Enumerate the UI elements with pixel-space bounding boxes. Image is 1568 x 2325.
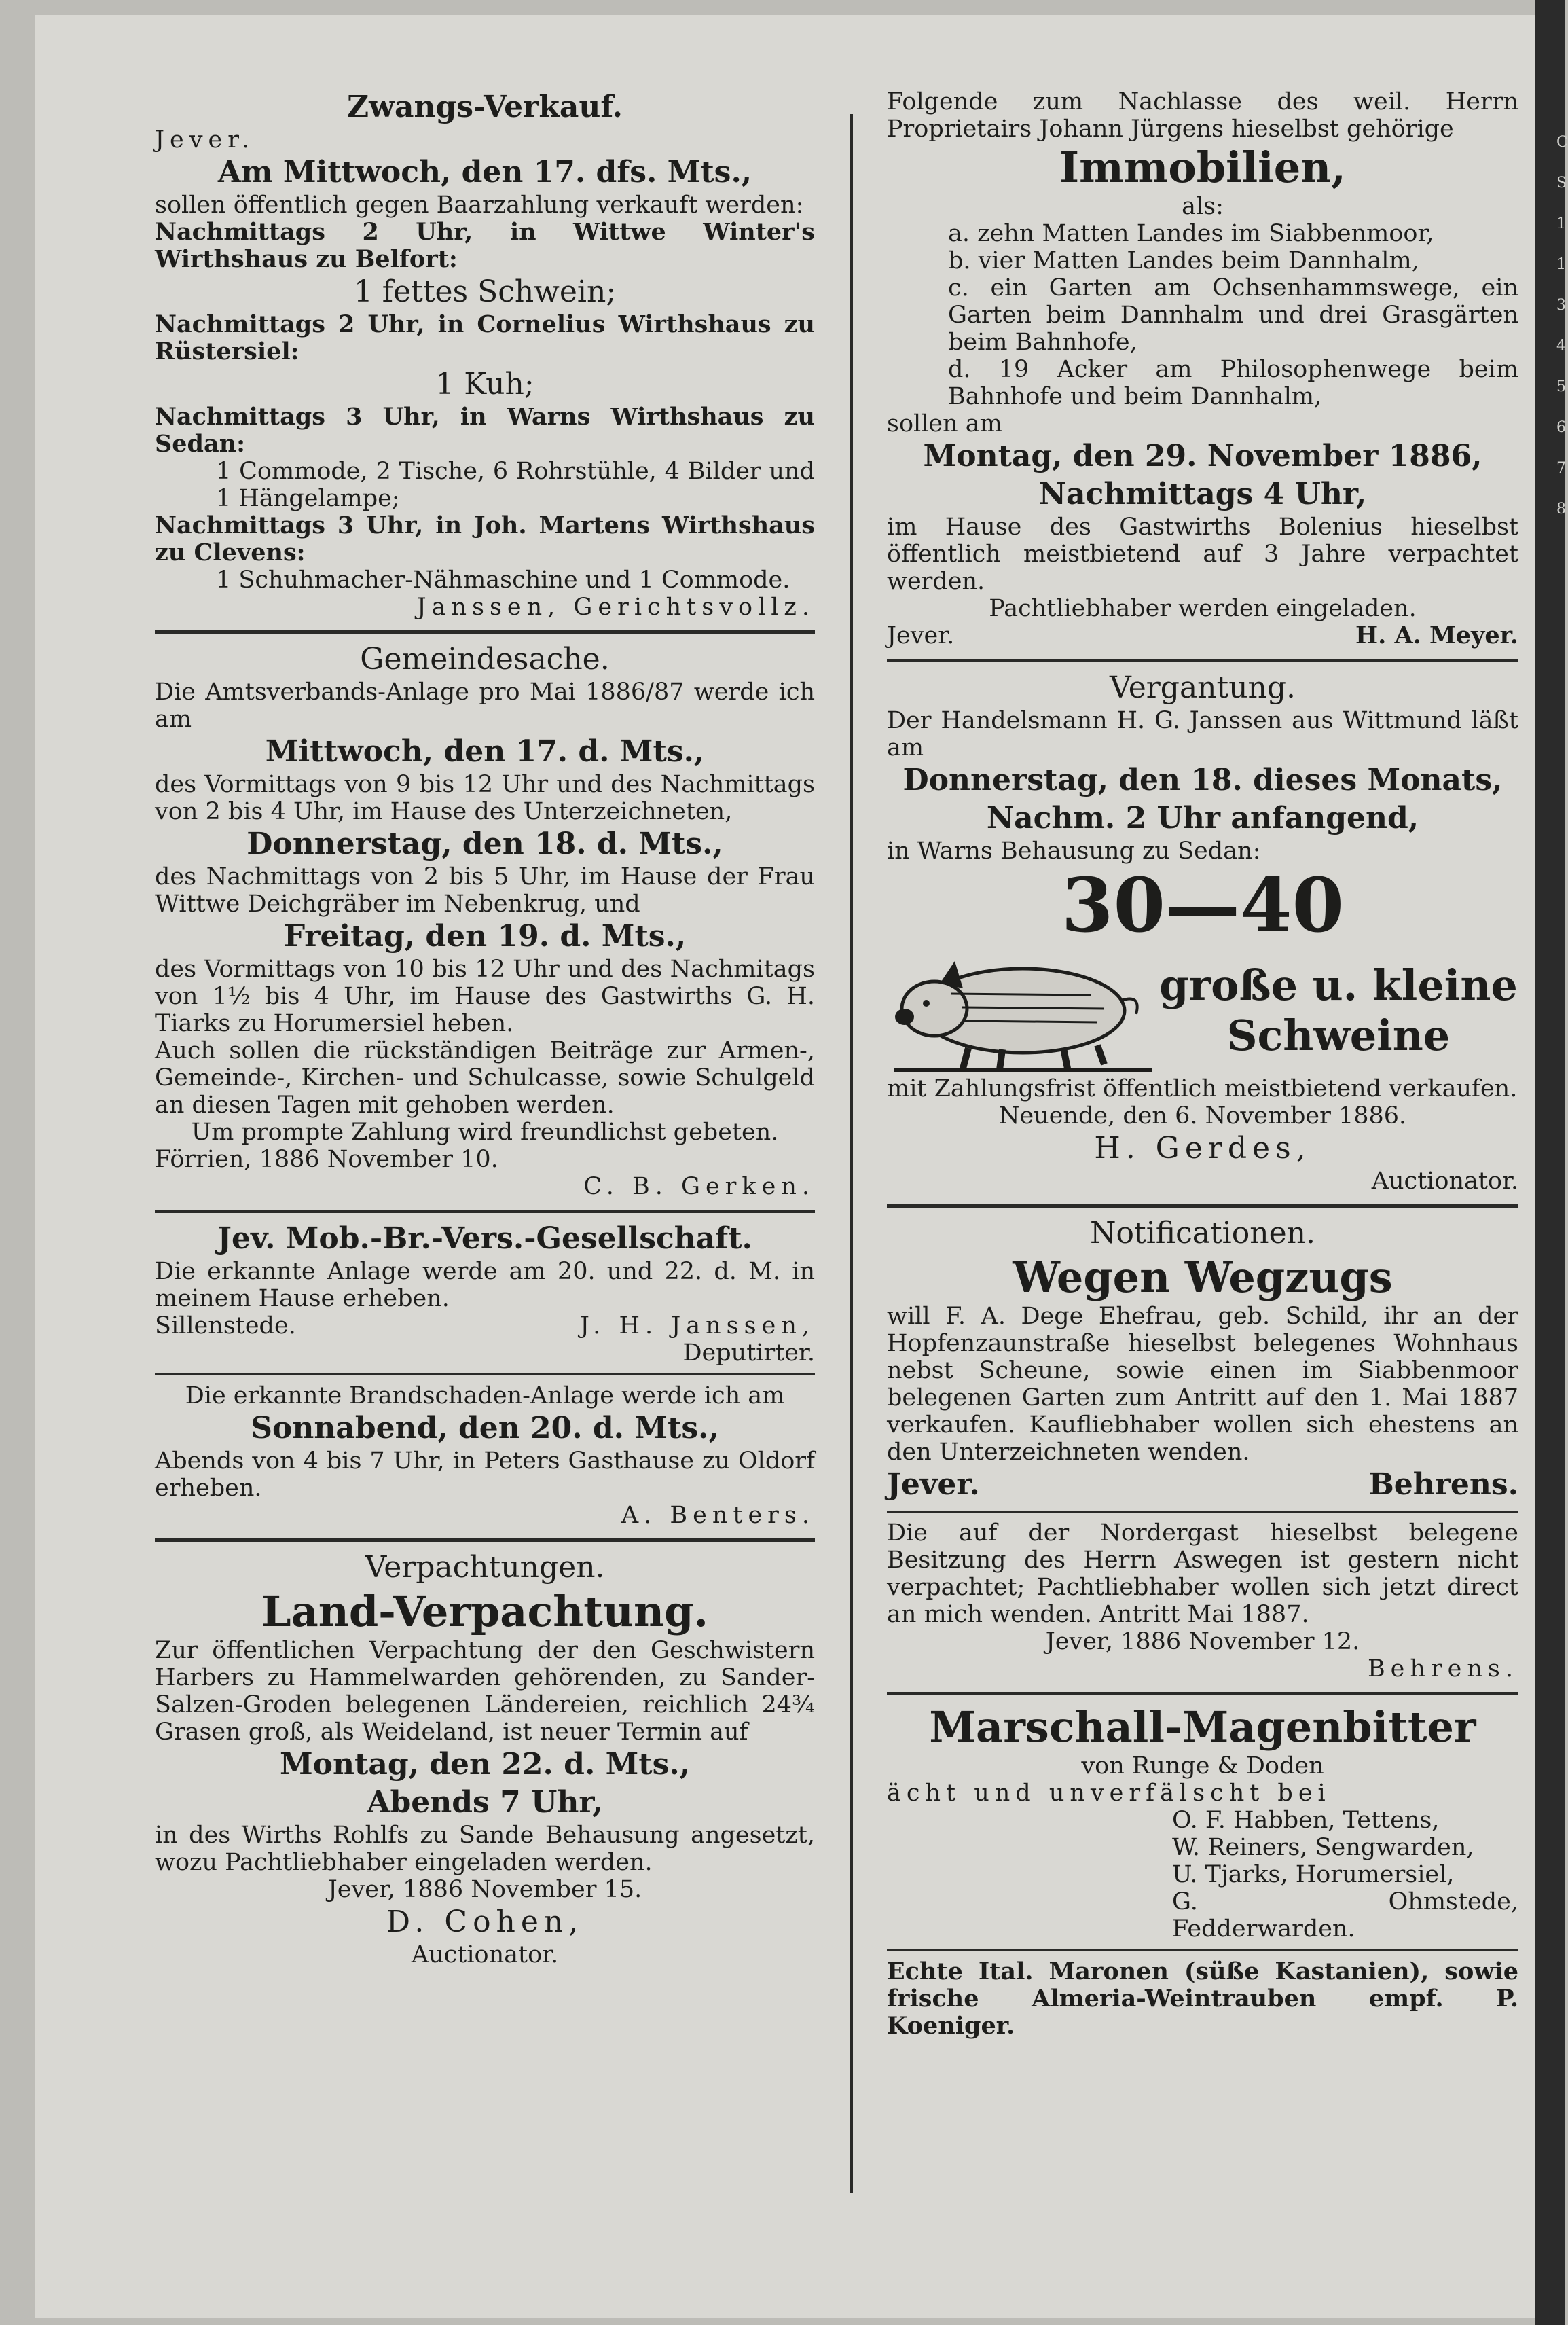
section-heading: Notificationen. xyxy=(1090,1216,1315,1250)
notice-text: Die Amtsverbands-Anlage pro Mai 1886/87 werde ich am xyxy=(155,679,815,733)
notice-item: 1 Kuh; xyxy=(435,367,534,401)
adjacent-page-fragments xyxy=(1556,122,1568,530)
zwangsverkauf-notice xyxy=(155,88,815,621)
notice-text: ächt und unverfälscht bei xyxy=(887,1780,1331,1807)
notice-text: Echte Ital. Maronen (süße Kastanien), sowie frische Almeria-Weintrauben empf. P. Koeniger. xyxy=(887,1958,1518,2040)
notice-text: Nachmittags 3 Uhr, in Warns Wirthshaus zu Sedan: xyxy=(155,403,815,458)
edge-char: 1 xyxy=(1556,256,1566,273)
notice-place: Jever. xyxy=(887,1467,980,1502)
list-item: d. 19 Acker am Philosophenwege beim Bahnhofe und beim Dannhalm, xyxy=(948,356,1518,410)
notice-title: Gemeindesache. xyxy=(360,642,610,677)
notice-place: Jever. xyxy=(155,126,255,154)
notice-date: Freitag, den 19. d. Mts., xyxy=(283,919,687,954)
notice-title: Land-Verpachtung. xyxy=(261,1587,709,1636)
notice-signature: Janssen, Gerichtsvollz. xyxy=(416,594,815,621)
column-divider xyxy=(850,114,853,2193)
edge-char: 6 xyxy=(1556,419,1566,436)
notice-title: Jev. Mob.-Br.-Vers.-Gesellschaft. xyxy=(217,1221,752,1256)
notice-text: Um prompte Zahlung wird freundlichst gebeten. xyxy=(191,1119,779,1146)
notice-signature: Behrens. xyxy=(1368,1467,1518,1502)
notice-place: Jever, 1886 November 12. xyxy=(1045,1628,1360,1655)
notice-text: mit Zahlungsfrist öffentlich meistbietend verkaufen. xyxy=(887,1075,1518,1102)
notice-text: Die auf der Nordergast hieselbst belegene Besitzung des Herrn Aswegen ist gestern nicht verpachtet; Pachtliebhaber wollen sich jetzt direct an mich wenden. Antritt Mai 1887. xyxy=(887,1519,1518,1628)
notice-text: von Runge & Doden xyxy=(1081,1752,1324,1780)
vergantung-notice xyxy=(887,669,1518,1195)
notice-text: des Vormittags von 9 bis 12 Uhr und des Nachmittags von 2 bis 4 Uhr, im Hause des Unterzeichneten, xyxy=(155,771,815,825)
notice-text: als: xyxy=(1182,193,1224,220)
versicherung-notice xyxy=(155,1220,815,1367)
notice-title: Vergantung. xyxy=(1109,670,1296,705)
notice-time: Nachm. 2 Uhr anfangend, xyxy=(986,801,1419,835)
notice-text: Auch sollen die rückständigen Beiträge zur Armen-, Gemeinde-, Kirchen- und Schulcasse, sowie Schulgeld an diesen Tagen mit gehoben werden. xyxy=(155,1037,815,1119)
edge-char: 4 xyxy=(1556,338,1566,355)
notice-signature: A. Benters. xyxy=(621,1502,815,1529)
notice-text: Zur öffentlichen Verpachtung der den Geschwistern Harbers zu Hammelwarden gehörenden, zu Sander-Salzen-Groden belegenen Ländereien, reichlich 24¾ Grasen groß, als Weideland, ist neuer Termin auf xyxy=(155,1637,815,1746)
notice-text: Abends von 4 bis 7 Uhr, in Peters Gasthause zu Oldorf erheben. xyxy=(155,1447,815,1502)
notice-time: Abends 7 Uhr, xyxy=(367,1785,603,1820)
list-item: W. Reiners, Sengwarden, xyxy=(1172,1834,1474,1861)
magenbitter-ad xyxy=(887,1702,1518,1943)
section-rule xyxy=(887,659,1518,662)
brandschaden-notice xyxy=(155,1382,815,1529)
notice-place: Jever, 1886 November 15. xyxy=(327,1876,642,1903)
notificationen-notice xyxy=(887,1214,1518,1504)
edge-char: 8 xyxy=(1556,501,1566,518)
list-item: O. F. Habben, Tettens, xyxy=(1172,1807,1440,1834)
gemeindesache-notice xyxy=(155,641,815,1200)
list-item: c. ein Garten am Ochsenhammswege, ein Garten beim Dannhalm und drei Grasgärten beim Bahnhofe, xyxy=(948,274,1518,356)
notice-signature: Behrens. xyxy=(1367,1655,1518,1682)
land-verpachtung-notice xyxy=(155,1549,815,1968)
notice-text: Nachmittags 3 Uhr, in Joh. Martens Wirthshaus zu Clevens: xyxy=(155,511,815,566)
notice-signature: C. B. Gerken. xyxy=(583,1173,815,1200)
notice-text: Die erkannte Anlage werde am 20. und 22. d. M. in meinem Hause erheben. xyxy=(155,1258,815,1312)
notice-signature: H. Gerdes, xyxy=(1094,1131,1311,1166)
notice-signature: H. A. Meyer. xyxy=(1355,621,1518,649)
pig-animal: Schweine xyxy=(1226,1011,1451,1060)
notice-text: will F. A. Dege Ehefrau, geb. Schild, ihr an der Hopfenzaunstraße hieselbst belegenes Wohnhaus nebst Scheune, sowie einen im Siabbenmoor belegenen Garten zum Antritt auf den 1. Mai 1887 verkaufen. Kaufliebhaber wollen sich ehestens an den Unterzeichneten wenden. xyxy=(887,1303,1518,1466)
notice-title: Zwangs-Verkauf. xyxy=(346,90,623,124)
notice-text: Nachmittags 2 Uhr, in Wittwe Winter's Wirthshaus zu Belfort: xyxy=(155,218,815,273)
notice-text: des Vormittags von 10 bis 12 Uhr und des Nachmitags von 1½ bis 4 Uhr, im Hause des Gastwirths G. H. Tiarks zu Horumersiel heben. xyxy=(155,956,815,1037)
notice-item: 1 Schuhmacher-Nähmaschine und 1 Commode. xyxy=(216,566,790,594)
nordergast-notice xyxy=(887,1519,1518,1682)
list-item: U. Tjarks, Horumersiel, xyxy=(1172,1861,1455,1888)
edge-char: 7 xyxy=(1556,460,1566,477)
edge-char: S xyxy=(1556,175,1567,192)
notice-text: sollen am xyxy=(887,410,1002,437)
notice-text: sollen öffentlich gegen Baarzahlung verkauft werden: xyxy=(155,192,804,219)
notice-text: Nachmittags 2 Uhr, in Cornelius Wirthshaus zu Rüstersiel: xyxy=(155,310,815,365)
edge-char: 1 xyxy=(1556,215,1566,232)
immobilien-notice xyxy=(887,88,1518,649)
left-column xyxy=(155,88,815,1968)
notice-text: Folgende zum Nachlasse des weil. Herrn Proprietairs Johann Jürgens hieselbst gehörige xyxy=(887,88,1518,143)
section-rule xyxy=(155,1373,815,1375)
pig-count: 30—40 xyxy=(1061,861,1345,949)
notice-item: 1 fettes Schwein; xyxy=(353,274,617,309)
notice-title: Marschall-Magenbitter xyxy=(929,1702,1476,1752)
notice-text: im Hause des Gastwirths Bolenius hieselbst öffentlich meistbietend auf 3 Jahre verpachtet werden. xyxy=(887,513,1518,595)
section-rule xyxy=(887,1511,1518,1513)
section-heading: Verpachtungen. xyxy=(365,1550,605,1585)
notice-title: Wegen Wegzugs xyxy=(1013,1252,1393,1302)
notice-role: Auctionator. xyxy=(411,1941,559,1968)
notice-place: Jever. xyxy=(887,622,955,649)
edge-char: C xyxy=(1556,134,1568,151)
notice-text: des Nachmittags von 2 bis 5 Uhr, im Hause der Frau Wittwe Deichgräber im Nebenkrug, und xyxy=(155,863,815,918)
notice-place: Förrien, 1886 November 10. xyxy=(155,1146,498,1173)
notice-role: Auctionator. xyxy=(1371,1168,1518,1195)
maronen-ad xyxy=(887,1958,1518,2040)
notice-date: Mittwoch, den 17. d. Mts., xyxy=(265,734,705,769)
section-rule xyxy=(887,1692,1518,1695)
notice-date: Montag, den 22. d. Mts., xyxy=(279,1747,691,1782)
notice-place: Sillenstede. xyxy=(155,1312,296,1339)
notice-text: in des Wirths Rohlfs zu Sande Behausung angesetzt, wozu Pachtliebhaber eingeladen werden. xyxy=(155,1822,815,1876)
notice-role: Deputirter. xyxy=(682,1339,815,1367)
list-item: a. zehn Matten Landes im Siabbenmoor, xyxy=(948,220,1434,247)
notice-date: Donnerstag, den 18. dieses Monats, xyxy=(902,763,1503,797)
section-rule xyxy=(887,1949,1518,1951)
notice-signature: J. H. Janssen, xyxy=(579,1312,815,1339)
edge-char: 3 xyxy=(1556,297,1566,314)
notice-text: Die erkannte Brandschaden-Anlage werde ich am xyxy=(185,1382,785,1409)
notice-date: Am Mittwoch, den 17. dfs. Mts., xyxy=(217,155,752,190)
notice-text: Der Handelsmann H. G. Janssen aus Wittmund läßt am xyxy=(887,707,1518,761)
section-rule xyxy=(155,1538,815,1542)
list-item: b. vier Matten Landes beim Dannhalm, xyxy=(948,247,1419,274)
notice-signature: D. Cohen, xyxy=(386,1905,584,1939)
notice-date: Sonnabend, den 20. d. Mts., xyxy=(251,1411,719,1445)
right-column xyxy=(887,88,1518,2040)
notice-place: Neuende, den 6. November 1886. xyxy=(998,1102,1407,1130)
section-rule xyxy=(887,1204,1518,1208)
notice-date: Donnerstag, den 18. d. Mts., xyxy=(247,827,723,861)
notice-time: Nachmittags 4 Uhr, xyxy=(1038,477,1367,511)
edge-char: 5 xyxy=(1556,378,1566,395)
pig-woodcut-illustration xyxy=(887,946,1159,1075)
notice-title: Immobilien, xyxy=(1059,143,1346,192)
notice-date: Montag, den 29. November 1886, xyxy=(923,439,1482,473)
section-rule xyxy=(155,1210,815,1213)
notice-text: in Warns Behausung zu Sedan: xyxy=(887,837,1261,865)
notice-text: Pachtliebhaber werden eingeladen. xyxy=(989,595,1417,622)
section-rule xyxy=(155,630,815,634)
list-item: G. Ohmstede, Fedderwarden. xyxy=(1172,1888,1518,1943)
pig-kind: große u. kleine xyxy=(1159,960,1518,1010)
notice-item: 1 Commode, 2 Tische, 6 Rohrstühle, 4 Bilder und 1 Hängelampe; xyxy=(216,458,815,512)
